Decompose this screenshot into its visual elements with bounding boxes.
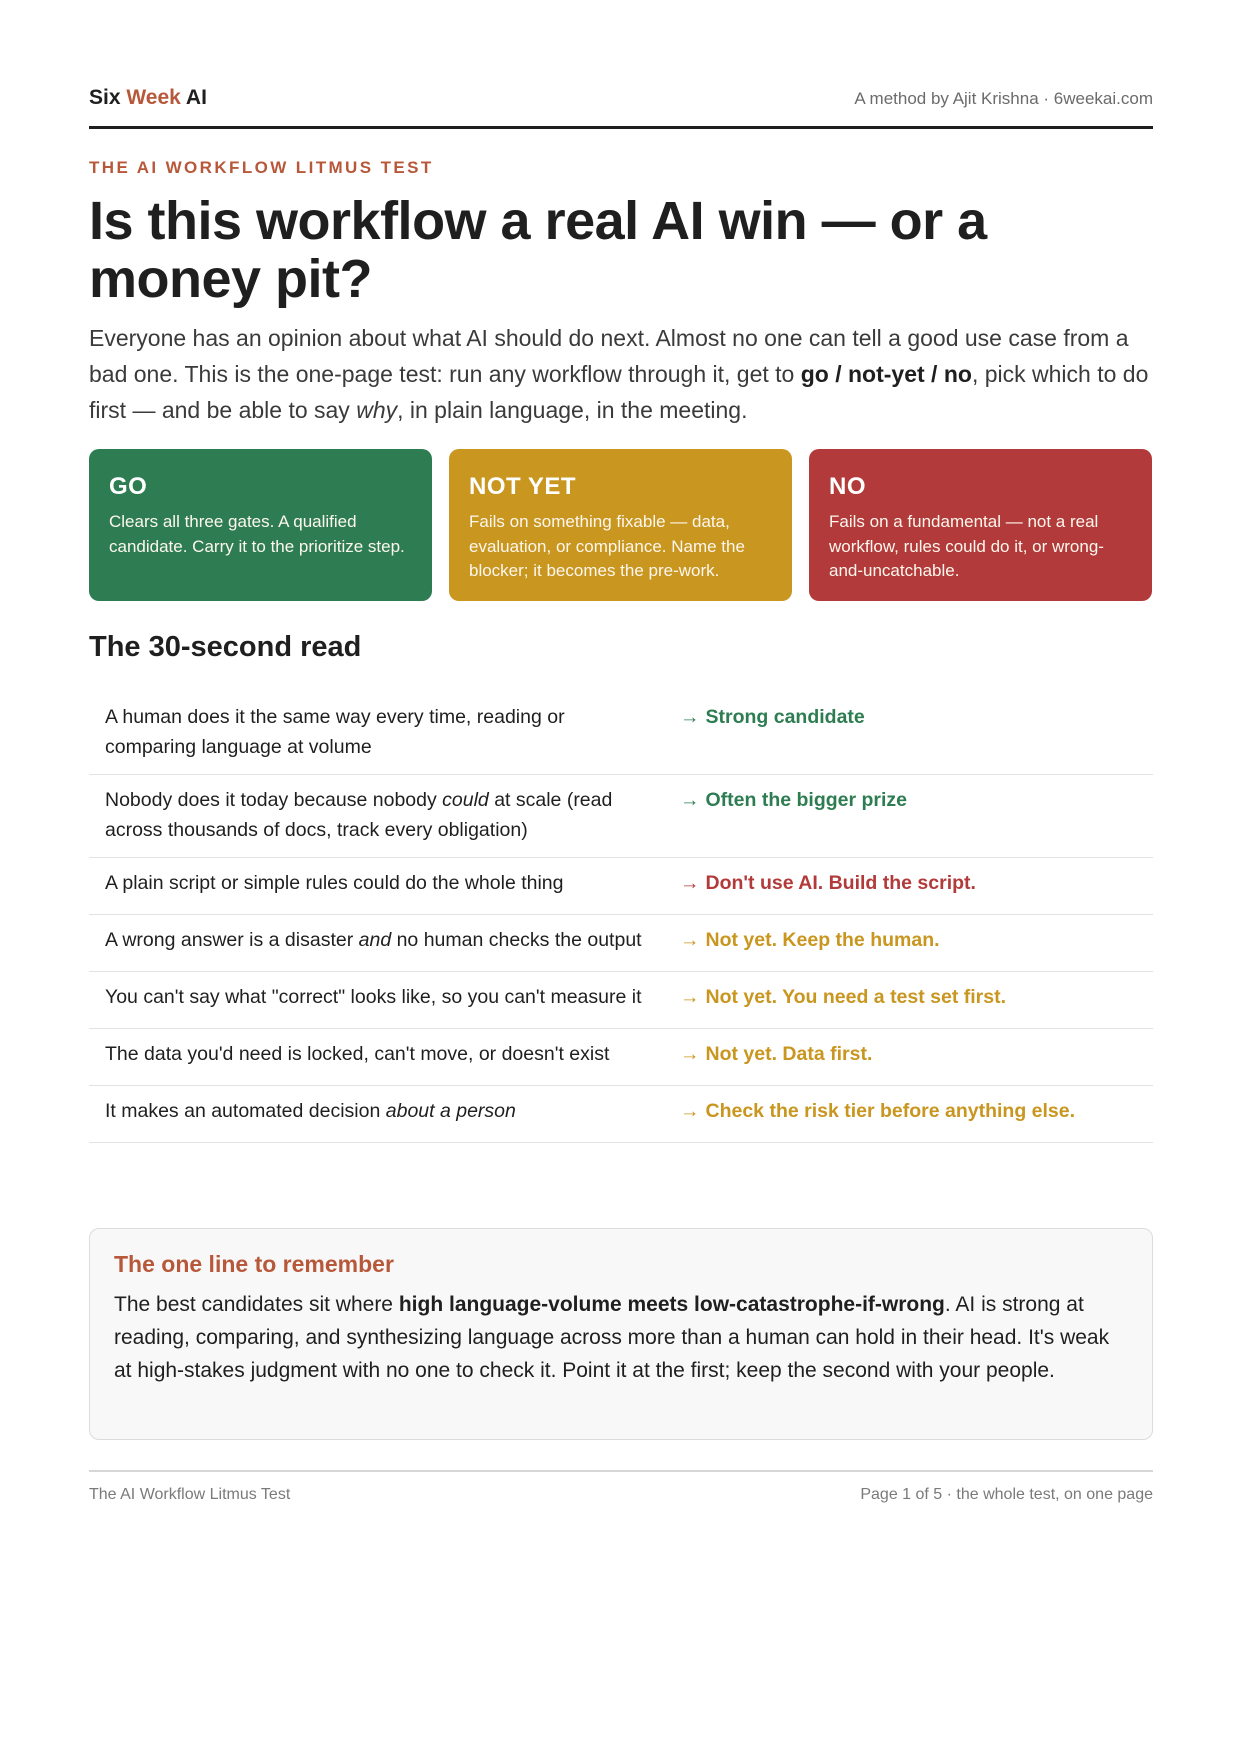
rule-emphasis: about a person	[385, 1100, 516, 1122]
table-row	[89, 1029, 1153, 1086]
header-divider	[89, 126, 1153, 129]
verdict-card-go	[89, 449, 432, 601]
brand-six: Six	[89, 86, 127, 109]
rule-verdict	[680, 868, 976, 898]
rule-condition	[105, 1039, 650, 1069]
callout-text-part: The best candidates sit where	[114, 1293, 399, 1316]
verdict-card-label: GO	[109, 473, 148, 500]
verdict-card-not-yet	[449, 449, 792, 601]
rule-verdict-text: Not yet. You need a test set first.	[705, 986, 1007, 1008]
rule-verdict-text: Don't use AI. Build the script.	[705, 872, 976, 894]
page-header	[89, 86, 1153, 126]
verdict-card-desc: Fails on something fixable — data, evaluation, or compliance. Name the blocker; it becomes the pre-work.	[469, 512, 745, 580]
byline: A method by Ajit Krishna · 6weekai.com	[854, 89, 1153, 108]
rule-text: A wrong answer is a disaster	[105, 929, 359, 951]
rule-condition	[105, 785, 650, 845]
verdict-cards	[89, 449, 1153, 601]
lede-text: , in plain language, in the meeting.	[397, 397, 748, 423]
callout-bold: high language-volume meets low-catastrophe-if-wrong	[398, 1293, 945, 1316]
verdict-card-desc: Clears all three gates. A qualified candidate. Carry it to the prioritize step.	[109, 512, 405, 556]
arrow-right-icon: →	[680, 789, 700, 811]
rule-text: It makes an automated decision	[105, 1100, 386, 1122]
brand-week: Week	[126, 86, 181, 109]
lede-italic: why	[356, 397, 398, 423]
rule-text: Nobody does it today because nobody	[105, 789, 443, 811]
rule-verdict-text: Not yet. Data first.	[705, 1043, 873, 1065]
rule-emphasis: could	[442, 789, 489, 811]
rule-condition	[105, 702, 650, 762]
kicker: THE AI WORKFLOW LITMUS TEST	[89, 158, 434, 177]
table-row	[89, 775, 1153, 858]
rule-verdict-text: Strong candidate	[705, 706, 865, 728]
rule-verdict-text: Not yet. Keep the human.	[705, 929, 940, 951]
table-row	[89, 858, 1153, 915]
brand-logo	[89, 86, 207, 110]
callout-box	[89, 1228, 1153, 1440]
arrow-right-icon: →	[680, 706, 700, 728]
footer-divider	[89, 1470, 1153, 1472]
rule-verdict	[680, 982, 1006, 1012]
footer-title: The AI Workflow Litmus Test	[89, 1486, 291, 1503]
table-row	[89, 915, 1153, 972]
rule-verdict	[680, 925, 940, 955]
page-title: Is this workflow a real AI win — or a money pit?	[89, 191, 987, 309]
table-row	[89, 692, 1153, 775]
rule-text: no human checks the output	[391, 929, 642, 951]
rule-condition	[105, 925, 650, 955]
callout-text	[114, 1288, 1128, 1387]
rule-text: You can't say what "correct" looks like, so you can't measure it	[105, 986, 642, 1008]
rule-verdict	[680, 702, 865, 732]
rule-condition	[105, 868, 650, 898]
arrow-right-icon: →	[680, 872, 700, 894]
rule-verdict-text: Often the bigger prize	[705, 789, 908, 811]
verdict-card-label: NO	[829, 473, 866, 500]
rule-verdict	[680, 1039, 872, 1069]
callout-title: The one line to remember	[114, 1251, 394, 1277]
rule-condition	[105, 1096, 650, 1126]
rule-emphasis: and	[358, 929, 392, 951]
rules-table	[89, 692, 1153, 1143]
table-row	[89, 1086, 1153, 1143]
arrow-right-icon: →	[680, 986, 700, 1008]
rule-verdict-text: Check the risk tier before anything else.	[705, 1100, 1076, 1122]
rule-verdict	[680, 785, 907, 815]
rule-text: The data you'd need is locked, can't move, or doesn't exist	[105, 1043, 610, 1065]
arrow-right-icon: →	[680, 1100, 700, 1122]
brand-ai: AI	[180, 86, 207, 109]
lede-text: , pick which to do first — and be able to say	[89, 361, 1149, 423]
lede-bold: go / not-yet / no	[800, 361, 972, 387]
rule-text: A human does it the same way every time, reading or comparing language at volume	[105, 706, 565, 758]
page-number: Page 1 of 5 · the whole test, on one page	[860, 1486, 1153, 1503]
rule-verdict	[680, 1096, 1075, 1126]
rule-condition	[105, 982, 650, 1012]
arrow-right-icon: →	[680, 1043, 700, 1065]
arrow-right-icon: →	[680, 929, 700, 951]
verdict-card-no	[809, 449, 1152, 601]
section-title: The 30-second read	[89, 631, 362, 663]
rule-text: at scale (read across thousands of docs, track every obligation)	[105, 789, 613, 841]
rule-text: A plain script or simple rules could do the whole thing	[105, 872, 564, 894]
lede-paragraph	[89, 320, 1153, 428]
table-row	[89, 972, 1153, 1029]
callout-text-part: . AI is strong at reading, comparing, and synthesizing language across more than a human can hold in their head. It's weak at high-stakes judgment with no one to check it. Point it at the first; keep the second with your people.	[114, 1293, 1110, 1382]
verdict-card-desc: Fails on a fundamental — not a real workflow, rules could do it, or wrong-and-uncatchable.	[829, 512, 1104, 580]
lede-text: Everyone has an opinion about what AI should do next. Almost no one can tell a good use case from a bad one. This is the one-page test: run any workflow through it, get to	[89, 325, 1129, 387]
verdict-card-label: NOT YET	[469, 473, 577, 500]
